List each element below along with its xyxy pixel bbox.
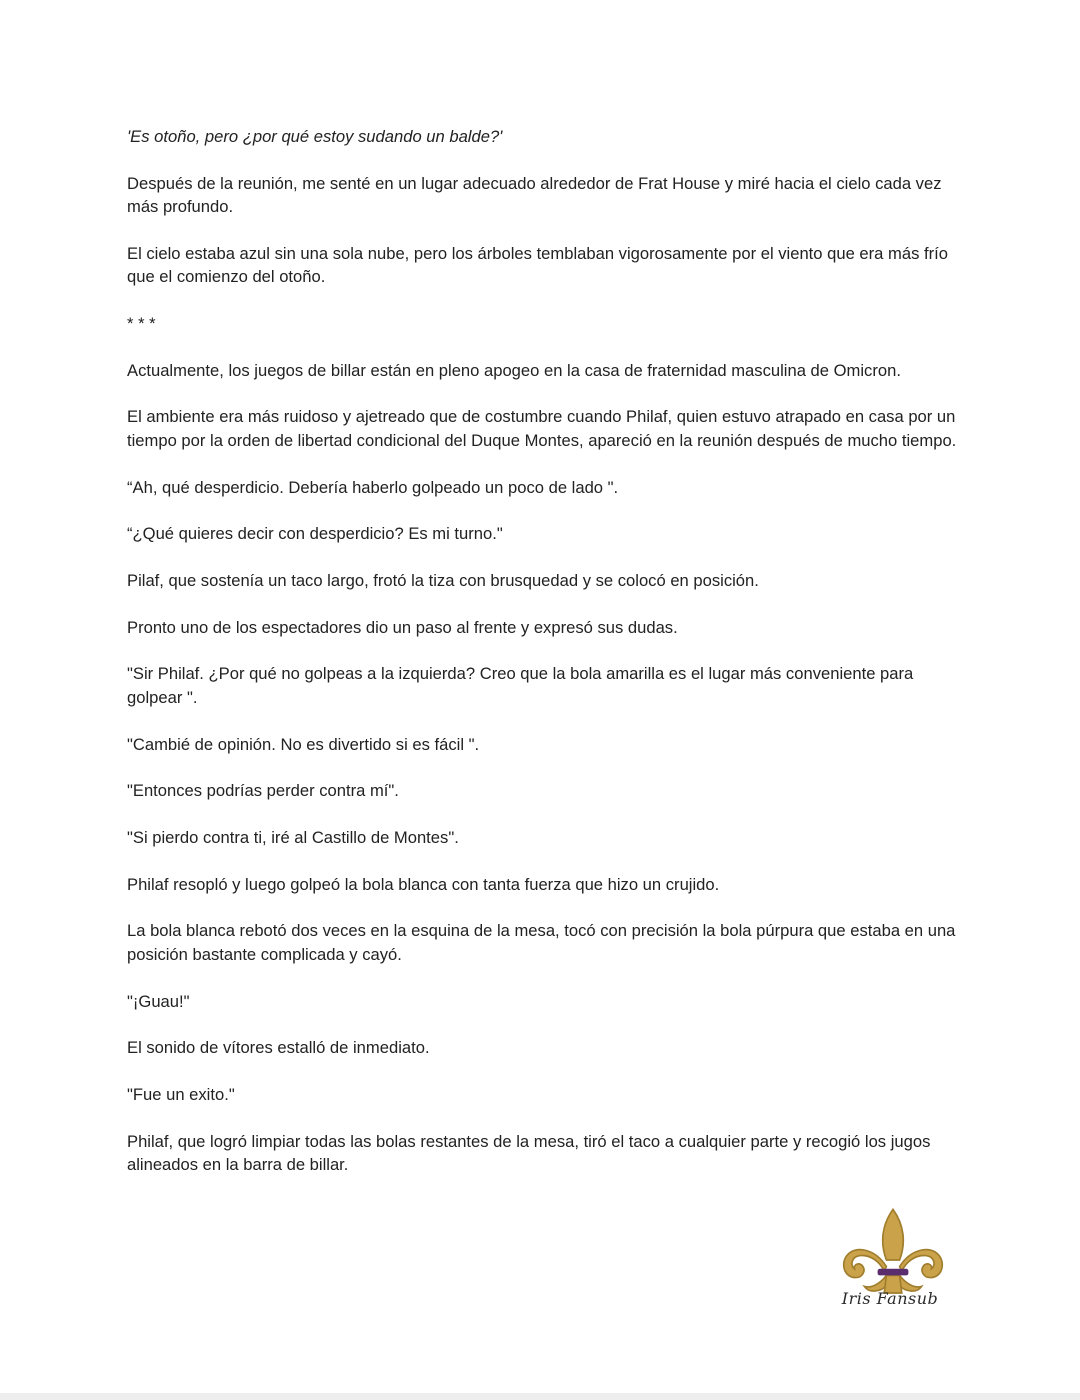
page-bottom-edge: [0, 1393, 1080, 1400]
paragraph: Pilaf, que sostenía un taco largo, frotó la tiza con brusquedad y se colocó en posición.: [127, 571, 759, 590]
paragraph: 'Es otoño, pero ¿por qué estoy sudando un balde?': [127, 127, 503, 146]
paragraph: El cielo estaba azul sin una sola nube, pero los árboles temblaban vigorosamente por el viento que era más frío que el comienzo del otoño.: [127, 243, 953, 287]
paragraph: El sonido de vítores estalló de inmediato.: [127, 1038, 430, 1058]
paragraph: "Entonces podrías perder contra mí".: [127, 781, 399, 801]
paragraph: * * *: [127, 314, 156, 334]
paragraph: Pronto uno de los espectadores dio un paso al frente y expresó sus dudas.: [127, 617, 678, 637]
paragraph: Después de la reunión, me senté en un lugar adecuado alrededor de Frat House y miré hacia el cielo cada vez más profundo.: [127, 173, 947, 217]
paragraph: Philaf resopló y luego golpeó la bola blanca con tanta fuerza que hizo un crujido.: [127, 874, 720, 894]
paragraph: Philaf, que logró limpiar todas las bolas restantes de la mesa, tiró el taco a cualquier parte y recogió los jugos alineados en la barra de billar.: [127, 1131, 936, 1175]
paragraph: La bola blanca rebotó dos veces en la esquina de la mesa, tocó con precisión la bola púrpura que estaba en una posición bastante complicada y cayó.: [127, 921, 961, 964]
watermark-label: Iris Fansub: [841, 1289, 939, 1308]
paragraph: "Si pierdo contra ti, iré al Castillo de Montes".: [127, 827, 459, 847]
paragraph: "¡Guau!": [127, 991, 190, 1011]
paragraph: “Ah, qué desperdicio. Debería haberlo golpeado un poco de lado ".: [127, 477, 619, 497]
paragraph: "Fue un exito.": [127, 1084, 235, 1104]
document-body: [127, 125, 961, 1200]
paragraph: Actualmente, los juegos de billar están en pleno apogeo en la casa de fraternidad masculina de Omicron.: [127, 360, 901, 380]
paragraph: "Sir Philaf. ¿Por qué no golpeas a la izquierda? Creo que la bola amarilla es el lugar más conveniente para golpear ".: [127, 664, 918, 707]
paragraph: "Cambié de opinión. No es divertido si es fácil ".: [127, 734, 480, 754]
paragraph: “¿Qué quieres decir con desperdicio? Es mi turno.": [127, 524, 503, 544]
paragraph: El ambiente era más ruidoso y ajetreado que de costumbre cuando Philaf, quien estuvo atrapado en casa por un tiempo por la orden de libertad condicional del Duque Montes, apareció en la reunión después de mucho tiempo.: [127, 407, 960, 450]
